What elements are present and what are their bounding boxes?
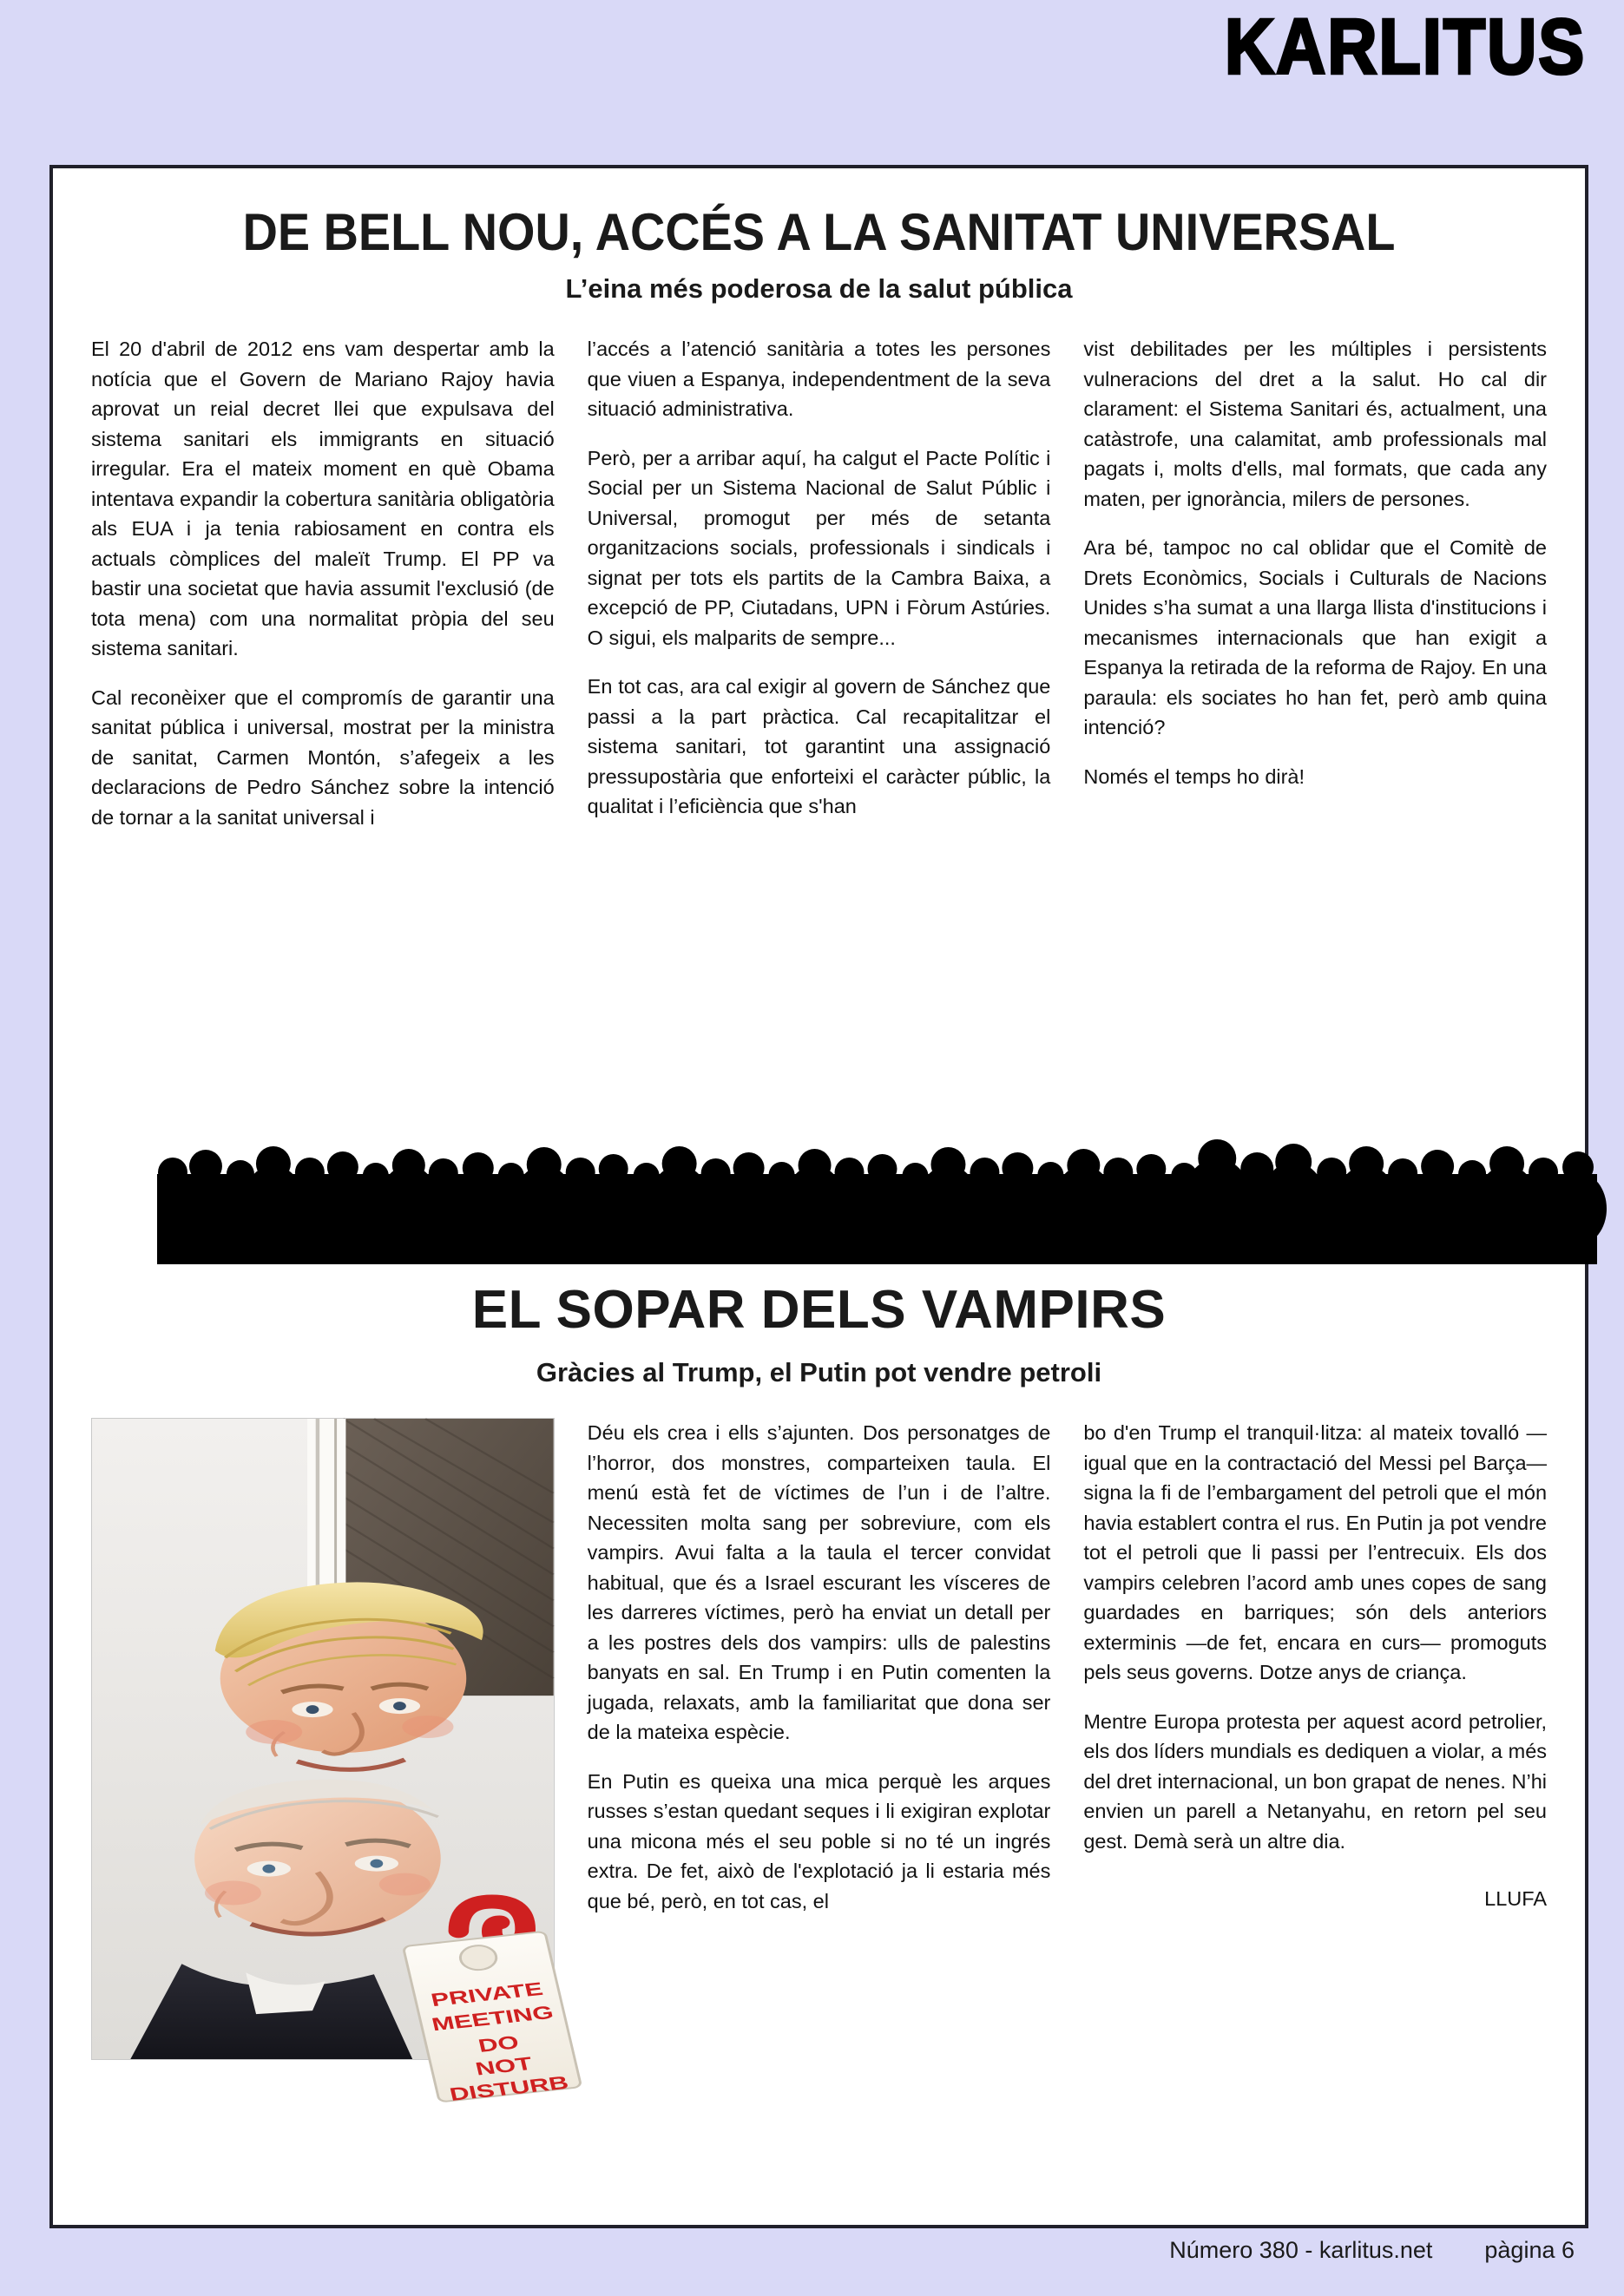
article2-column-2	[588, 1418, 1051, 2060]
article2-figure-column	[91, 1418, 571, 2105]
article2-byline: LLUFA	[1484, 1887, 1548, 1911]
page-footer	[49, 2237, 1588, 2264]
paragraph: Cal reconèixer que el compromís de garantir una sanitat pública i universal, mostrat per la ministra de sanitat, Carmen Montón, s’afegeix a les declaracions de Pedro Sánchez sobre la intenció de tornar a la sanitat universal i	[91, 686, 555, 829]
content-sheet	[49, 165, 1588, 2228]
paragraph: En Putin es queixa una mica perquè les arques russes s’estan quedant seques i li exigiran explotar una micona més el seu poble si no té un ingrés extra. De fet, això de l'explotació ja li estaria més que bé, però, en tot cas, el	[587, 1769, 1051, 1912]
paragraph: Ara bé, tampoc no cal oblidar que el Comitè de Drets Econòmics, Socials i Culturals de Nacions Unides s’ha sumat a una llarga llista d'institucions i mecanismes internacionals que han exigit a Espanya la retirada de la reforma de Rajoy. En una paraula: els sociates ho han fet, però amb quina intenció?	[1083, 536, 1548, 739]
trump-putin-caricature-graphic	[92, 1419, 571, 2105]
article2-columns	[53, 1418, 1585, 2105]
svg-text:MEETING: MEETING	[429, 2001, 556, 2036]
article1-column-1	[91, 334, 555, 833]
paragraph: bo d'en Trump el tranquil·litza: al mateix tovalló —igual que en la contractació del Messi pel Barça— signa la fi de l’embargament del petroli que el món havia establert contra el rus. En Putin ja pot vendre tot el petroli que li passi per l’entrecuix. Els dos vampirs celebren l’acord amb unes copes de sang guardades en barriques; són dels anteriors exterminis —de fet, encara en curs— promoguts pels seus governs. Dotze anys de criança.	[1083, 1421, 1548, 1684]
article2-subhead: Gràcies al Trump, el Putin pot vendre petroli	[536, 1357, 1102, 1387]
article2-column-3	[1083, 1418, 1547, 2060]
svg-text:PRIVATE: PRIVATE	[429, 1978, 545, 2011]
article1-headline: DE BELL NOU, ACCÉS A LA SANITAT UNIVERSAL	[242, 203, 1396, 261]
article1-columns	[53, 305, 1585, 833]
paragraph: Només el temps ho dirà!	[1083, 764, 1305, 788]
caricature-image	[91, 1418, 571, 2105]
article1-column-3	[1083, 334, 1547, 833]
crowd-silhouette-image	[53, 1099, 1585, 1264]
masthead-title: KARLITUS	[1224, 3, 1587, 91]
paragraph: Déu els crea i ells s’ajunten. Dos personatges de l’horror, dos monstres, comparteixen taula. El menú està fet de víctimes de l’un i de l’altre. Necessiten molta sang per sobreviure, com els vampirs. Avui falta a la taula el tercer convidat habitual, que és a Israel escurant les vísceres de les darreres víctimes, però ha enviat un detall per a les postres dels dos vampirs: ulls de palestins banyats en sal. En Trump i en Putin comenten la jugada, relaxats, amb la familiaritat que dona ser de la mateixa espècie.	[587, 1421, 1051, 1744]
paragraph: El 20 d'abril de 2012 ens vam despertar amb la notícia que el Govern de Mariano Rajoy havia aprovat un reial decret llei que expulsava del sistema sanitari els immigrants en situació irregular. Era el mateix moment en què Obama intentava expandir la cobertura sanitària obligatòria als EUA i ja tenia rabiosament en contra els actuals còmplices del maleït Trump. El PP va bastir una societat que havia assumit l'exclusió (de tota mena) com una normalitat pròpia del seu sistema sanitari.	[91, 338, 555, 660]
svg-text:DO: DO	[476, 2031, 522, 2057]
article-sanitat-universal	[53, 168, 1585, 833]
svg-text:NOT: NOT	[473, 2052, 535, 2080]
masthead	[1206, 3, 1605, 91]
footer-page-number: pàgina 6	[1484, 2237, 1575, 2263]
svg-text:DISTURB: DISTURB	[447, 2071, 571, 2105]
paragraph: Però, per a arribar aquí, ha calgut el Pacte Polític i Social per un Sistema Nacional de Salut Públic i Universal, promogut per més de setanta organitzacions socials, professionals i sindicals i signat per tots els partits de la Cambra Baixa, a excepció de PP, Ciutadans, UPN i Fòrum Astúries. O sigui, els malparits de sempre...	[587, 446, 1051, 649]
paragraph: vist debilitades per les múltiples i persistents vulneracions del dret a la salut. Ho cal dir clarament: el Sistema Sanitari és, actualment, una catàstrofe, una calamitat, amb professionals mal pagats i, molts d'ells, mal formats, que cada any maten, per ignorància, milers de persones.	[1083, 338, 1548, 510]
footer-issue: Número 380 - karlitus.net	[1169, 2237, 1433, 2263]
paragraph: l’accés a l’atenció sanitària a totes les persones que viuen a Espanya, independentment de la seva situació administrativa.	[587, 338, 1051, 421]
crowd-figures-graphic	[157, 1118, 1597, 1264]
article1-subhead: L’eina més poderosa de la salut pública	[565, 273, 1073, 304]
paragraph: Mentre Europa protesta per aquest acord petrolier, els dos líders mundials es dediquen a violar, a més del dret internacional, un bon grapat de nenes. N’hi envien un parell a Netanyahu, en retorn pel seu gest. Demà serà un altre dia.	[1083, 1709, 1548, 1853]
paragraph: En tot cas, ara cal exigir al govern de Sánchez que passi a la part pràctica. Cal recapitalitzar el sistema sanitari, tot garantint una assignació pressupostària que enforteixi el caràcter públic, la qualitat i l’eficiència que s'han	[587, 675, 1051, 818]
article1-column-2	[588, 334, 1051, 833]
article2-headline: EL SOPAR DELS VAMPIRS	[471, 1280, 1167, 1340]
